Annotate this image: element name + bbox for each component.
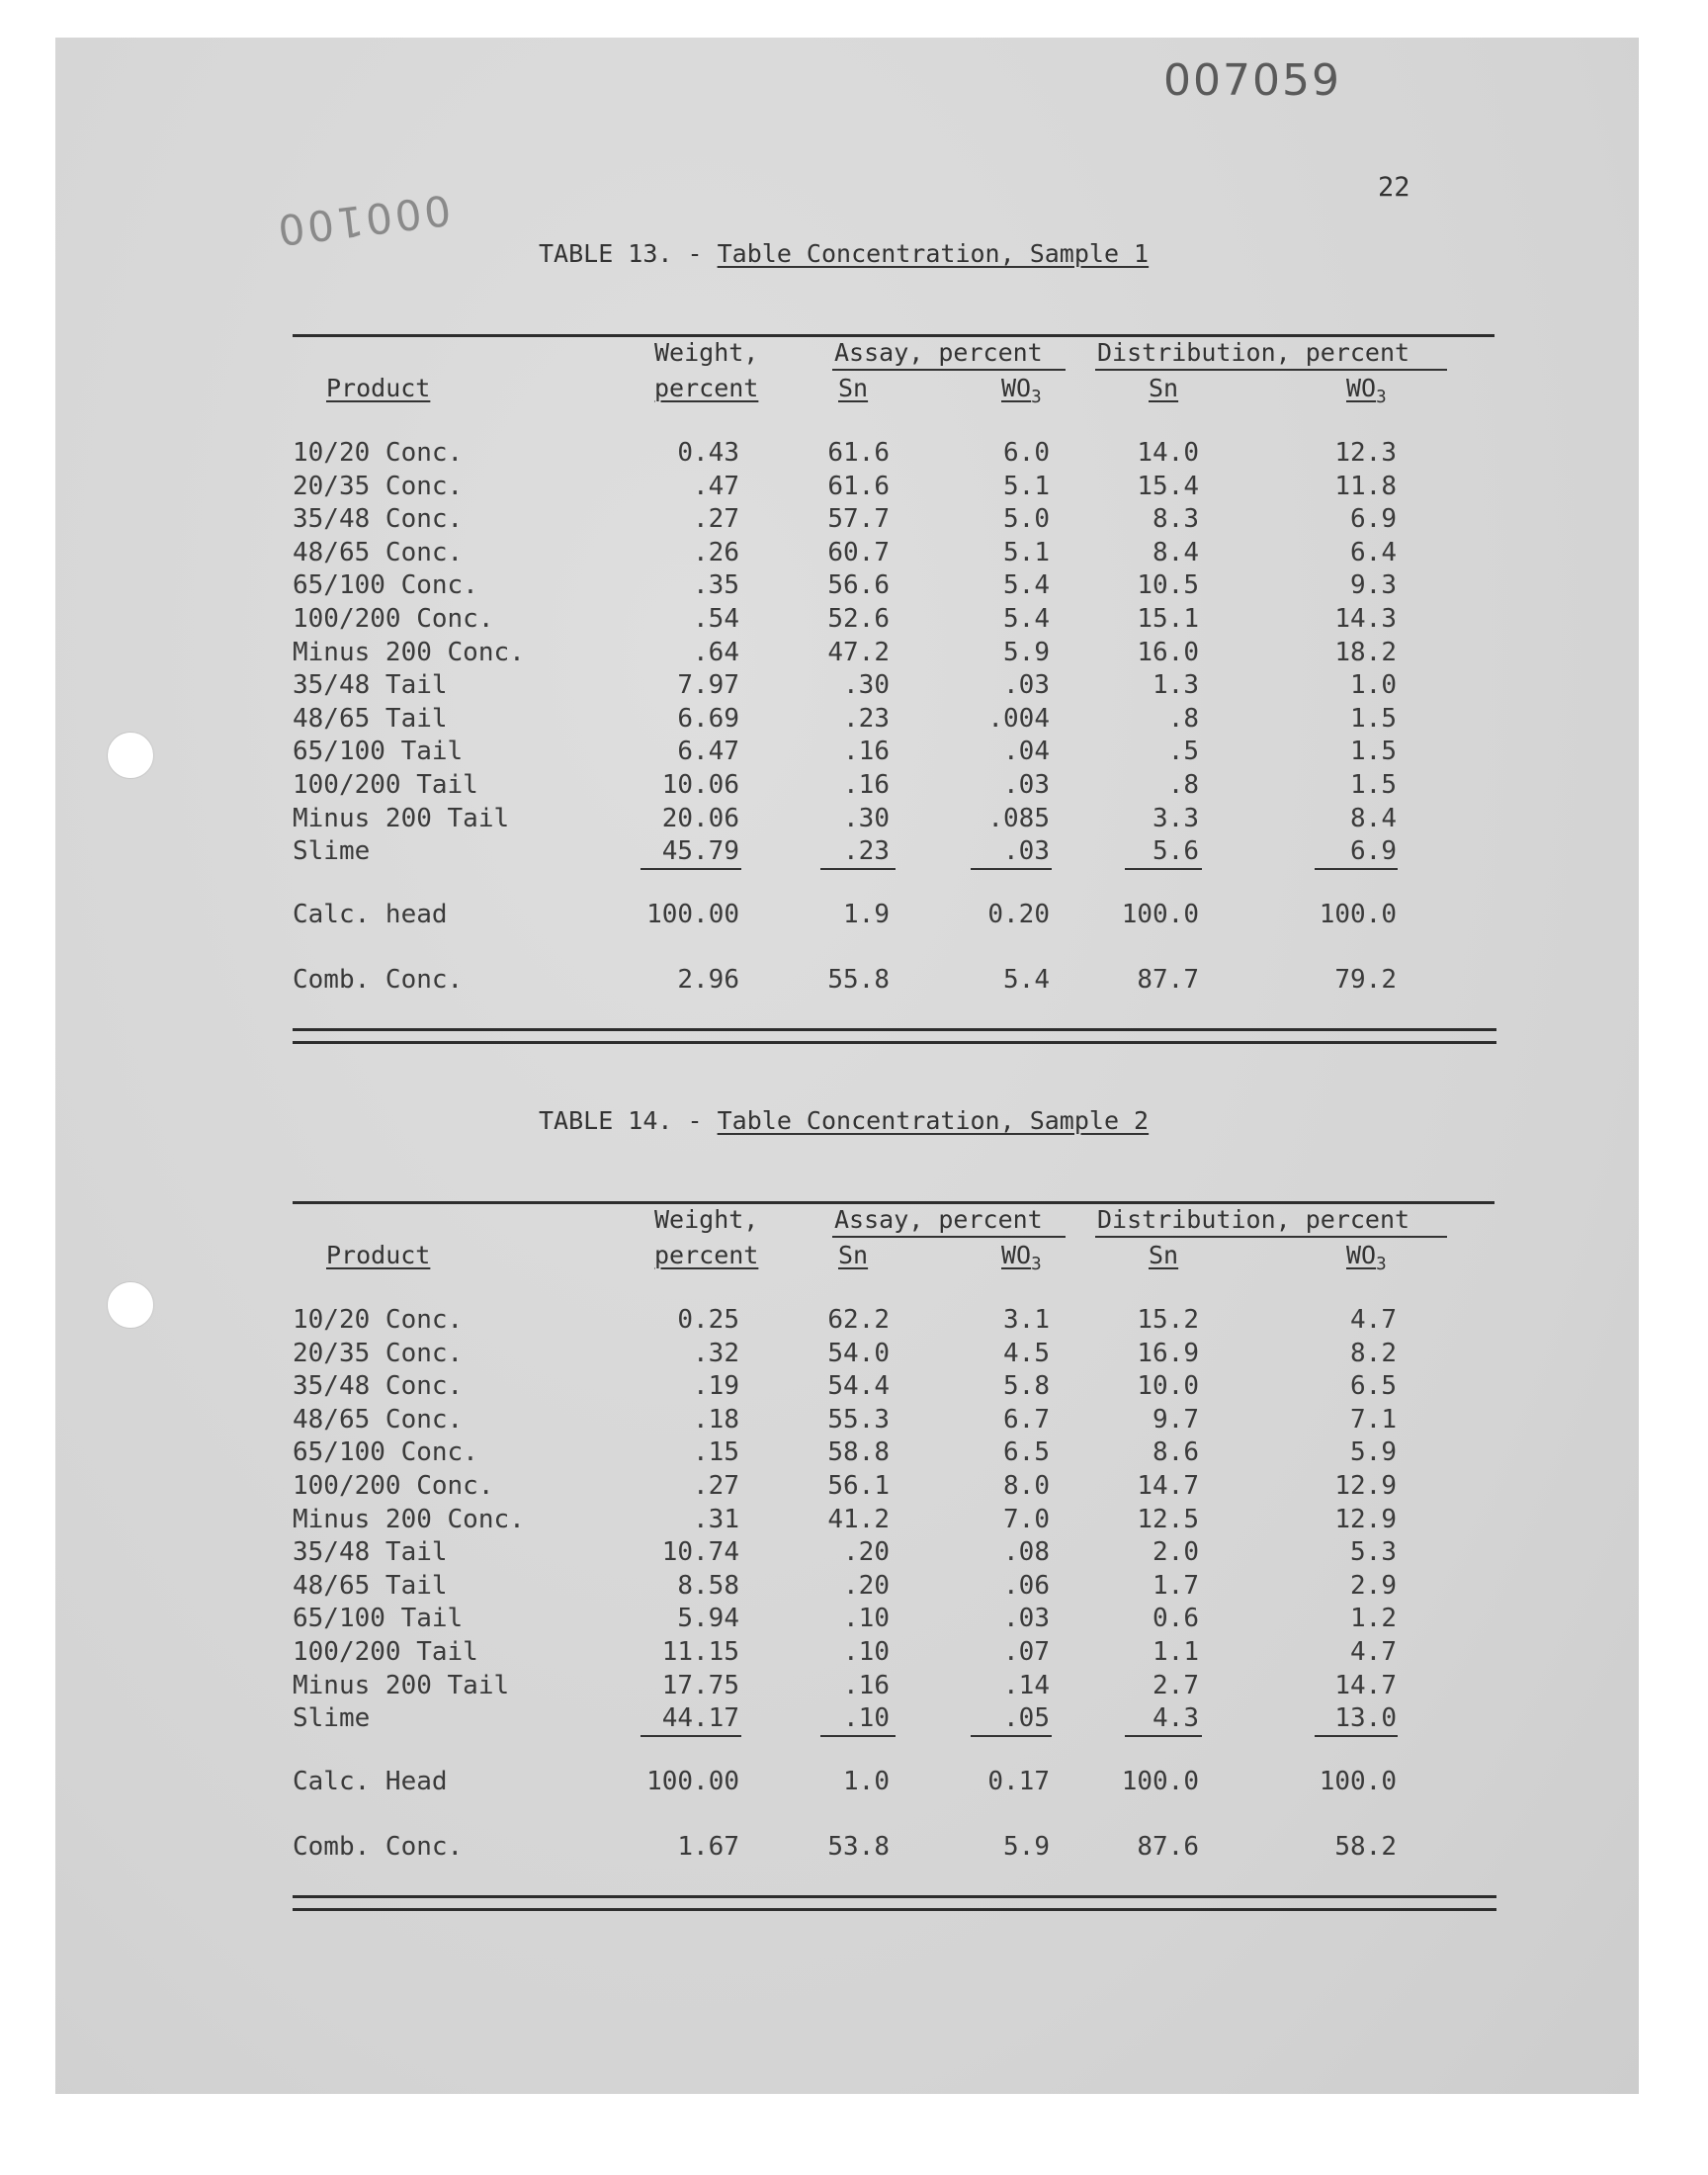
dist-wo3-cell: 1.2: [1350, 1604, 1397, 1634]
weight-cell: 10.74: [661, 1537, 739, 1568]
assay-wo3-cell: 0.17: [987, 1767, 1050, 1796]
weight-cell: 6.47: [677, 737, 739, 767]
assay-sn-cell: 60.7: [827, 537, 890, 567]
assay-wo3-cell: .03: [1003, 836, 1050, 867]
header-assay-wo3: $WO_3$: [1001, 1241, 1042, 1274]
sum-line: [640, 868, 741, 870]
header-assay: Assay, percent: [834, 338, 1043, 367]
assay-sn-cell: 54.0: [827, 1338, 890, 1368]
assay-wo3-cell: 7.0: [1003, 1504, 1050, 1534]
table-row: [0, 1703, 1708, 1737]
weight-cell: .26: [693, 537, 739, 567]
table-row: [0, 1405, 1708, 1438]
dist-sn-cell: 3.3: [1153, 803, 1199, 833]
assay-sn-cell: 58.8: [827, 1437, 890, 1468]
header-weight-line2: percent: [654, 374, 759, 402]
weight-cell: .19: [693, 1371, 739, 1402]
assay-sn-cell: .20: [843, 1537, 890, 1568]
assay-sn-cell: .10: [843, 1604, 890, 1634]
header-weight-line1: Weight,: [654, 338, 759, 367]
table-caption: [539, 1106, 1149, 1135]
header-assay-span-line: [832, 369, 1066, 371]
product-cell: 100/200 Tail: [293, 1637, 478, 1667]
dist-wo3-cell: 1.5: [1350, 737, 1397, 767]
table-row: [0, 1471, 1708, 1505]
header-distribution-span-line: [1095, 369, 1447, 371]
caption-title: Table Concentration, Sample 2: [717, 1106, 1150, 1135]
table-top-rule: [293, 1201, 1494, 1204]
dist-wo3-cell: 4.7: [1350, 1637, 1397, 1667]
sum-line: [971, 1735, 1052, 1737]
product-cell: Calc. head: [293, 900, 448, 929]
dist-sn-cell: 10.0: [1137, 1371, 1199, 1402]
assay-sn-cell: .10: [843, 1703, 890, 1734]
weight-cell: .35: [693, 570, 739, 601]
weight-cell: 10.06: [661, 770, 739, 800]
table-row: [0, 1371, 1708, 1405]
caption-prefix: TABLE 14. -: [539, 1106, 718, 1135]
assay-wo3-cell: 6.0: [1003, 438, 1050, 468]
dist-sn-cell: 15.1: [1137, 604, 1199, 634]
dist-sn-cell: 8.4: [1153, 537, 1199, 567]
assay-sn-cell: 61.6: [827, 438, 890, 468]
assay-wo3-cell: 5.4: [1003, 570, 1050, 601]
assay-sn-cell: .16: [843, 737, 890, 767]
dist-wo3-cell: 1.5: [1350, 703, 1397, 734]
dist-wo3-cell: 11.8: [1334, 471, 1397, 501]
weight-cell: 0.43: [677, 438, 739, 468]
weight-cell: .54: [693, 604, 739, 634]
table-row: [0, 1505, 1708, 1538]
assay-sn-cell: .30: [843, 670, 890, 701]
dist-sn-cell: 4.3: [1153, 1703, 1199, 1734]
dist-sn-cell: 2.7: [1153, 1670, 1199, 1700]
product-cell: 35/48 Conc.: [293, 504, 464, 535]
product-cell: Slime: [293, 836, 371, 867]
assay-sn-cell: 54.4: [827, 1371, 890, 1402]
assay-sn-cell: .20: [843, 1570, 890, 1601]
weight-cell: 2.96: [677, 965, 739, 995]
dist-sn-cell: .8: [1167, 703, 1199, 734]
dist-wo3-cell: 100.0: [1319, 900, 1397, 929]
dist-wo3-cell: 14.7: [1334, 1670, 1397, 1700]
dist-sn-cell: 16.0: [1137, 637, 1199, 667]
weight-cell: .27: [693, 504, 739, 535]
assay-sn-cell: 52.6: [827, 604, 890, 634]
product-cell: 48/65 Conc.: [293, 537, 464, 567]
product-cell: 20/35 Conc.: [293, 1338, 464, 1368]
header-dist-wo3: $WO_3$: [1346, 374, 1387, 407]
table-row: [0, 538, 1708, 571]
dist-wo3-cell: 7.1: [1350, 1404, 1397, 1435]
assay-wo3-cell: 6.5: [1003, 1437, 1050, 1468]
product-cell: Comb. Conc.: [293, 965, 464, 995]
header-assay-sn: Sn: [838, 1241, 869, 1269]
weight-cell: 0.25: [677, 1305, 739, 1335]
dist-sn-cell: .5: [1167, 737, 1199, 767]
dist-sn-cell: 1.3: [1153, 670, 1199, 701]
table-bottom-rule: [293, 1028, 1496, 1044]
dist-sn-cell: 1.1: [1153, 1637, 1199, 1667]
assay-sn-cell: 55.3: [827, 1404, 890, 1435]
product-cell: 20/35 Conc.: [293, 471, 464, 501]
weight-cell: 1.67: [677, 1832, 739, 1862]
header-dist-sn: Sn: [1149, 374, 1179, 402]
header-distribution: Distribution, percent: [1097, 1205, 1410, 1234]
assay-wo3-cell: 4.5: [1003, 1338, 1050, 1368]
sum-line: [820, 868, 896, 870]
weight-cell: 6.69: [677, 703, 739, 734]
product-cell: 48/65 Tail: [293, 1570, 448, 1601]
dist-sn-cell: 12.5: [1137, 1504, 1199, 1534]
product-cell: Minus 200 Tail: [293, 803, 510, 833]
assay-wo3-cell: 5.1: [1003, 471, 1050, 501]
header-product: Product: [326, 1241, 431, 1269]
assay-wo3-cell: .03: [1003, 770, 1050, 800]
table-row: [0, 438, 1708, 472]
dist-sn-cell: 87.6: [1137, 1832, 1199, 1862]
product-cell: 10/20 Conc.: [293, 438, 464, 468]
weight-cell: 11.15: [661, 1637, 739, 1667]
dist-wo3-cell: 1.0: [1350, 670, 1397, 701]
header-product: Product: [326, 374, 431, 402]
assay-wo3-cell: 5.4: [1003, 604, 1050, 634]
dist-wo3-cell: 12.9: [1334, 1471, 1397, 1501]
weight-cell: 7.97: [677, 670, 739, 701]
sum-line: [1125, 1735, 1202, 1737]
table-row: [0, 1571, 1708, 1605]
header-distribution-span-line: [1095, 1236, 1447, 1238]
weight-cell: 17.75: [661, 1670, 739, 1700]
sum-line: [1315, 1735, 1398, 1737]
assay-wo3-cell: .03: [1003, 670, 1050, 701]
table-row: [0, 504, 1708, 538]
assay-wo3-cell: 5.1: [1003, 537, 1050, 567]
dist-sn-cell: 15.2: [1137, 1305, 1199, 1335]
dist-sn-cell: 8.6: [1153, 1437, 1199, 1468]
table-row: [0, 1305, 1708, 1339]
assay-sn-cell: .30: [843, 803, 890, 833]
product-cell: Minus 200 Conc.: [293, 637, 525, 667]
weight-cell: 8.58: [677, 1570, 739, 1601]
product-cell: 65/100 Tail: [293, 737, 464, 767]
weight-cell: 100.00: [646, 1767, 739, 1796]
assay-wo3-cell: .004: [987, 703, 1050, 734]
product-cell: 100/200 Tail: [293, 770, 478, 800]
assay-wo3-cell: .03: [1003, 1604, 1050, 1634]
product-cell: 35/48 Conc.: [293, 1371, 464, 1402]
assay-sn-cell: .23: [843, 836, 890, 867]
table-row: [0, 770, 1708, 804]
sum-line: [971, 868, 1052, 870]
header-weight-line1: Weight,: [654, 1205, 759, 1234]
header-dist-wo3: $WO_3$: [1346, 1241, 1387, 1274]
page-number: 22: [1378, 172, 1410, 203]
dist-sn-cell: 8.3: [1153, 504, 1199, 535]
caption-prefix: TABLE 13. -: [539, 239, 718, 268]
assay-sn-cell: .10: [843, 1637, 890, 1667]
product-cell: 65/100 Tail: [293, 1604, 464, 1634]
assay-sn-cell: 55.8: [827, 965, 890, 995]
dist-sn-cell: 10.5: [1137, 570, 1199, 601]
dist-wo3-cell: 6.9: [1350, 836, 1397, 867]
assay-sn-cell: 1.0: [843, 1767, 890, 1796]
dist-wo3-cell: 6.9: [1350, 504, 1397, 535]
assay-sn-cell: 62.2: [827, 1305, 890, 1335]
weight-cell: 44.17: [661, 1703, 739, 1734]
product-cell: 35/48 Tail: [293, 1537, 448, 1568]
assay-sn-cell: 53.8: [827, 1832, 890, 1862]
assay-sn-cell: .23: [843, 703, 890, 734]
assay-sn-cell: .16: [843, 770, 890, 800]
combined-conc-row: [0, 965, 1708, 999]
dist-sn-cell: 100.0: [1121, 1767, 1199, 1796]
dist-wo3-cell: 4.7: [1350, 1305, 1397, 1335]
header-dist-sn: Sn: [1149, 1241, 1179, 1269]
weight-cell: .47: [693, 471, 739, 501]
table-row: [0, 1339, 1708, 1372]
weight-cell: .31: [693, 1504, 739, 1534]
dist-sn-cell: 14.7: [1137, 1471, 1199, 1501]
table-row: [0, 638, 1708, 671]
weight-cell: .64: [693, 637, 739, 667]
dist-wo3-cell: 9.3: [1350, 570, 1397, 601]
product-cell: Slime: [293, 1703, 371, 1734]
table-row: [0, 570, 1708, 604]
dist-wo3-cell: 8.2: [1350, 1338, 1397, 1368]
assay-wo3-cell: .07: [1003, 1637, 1050, 1667]
product-cell: 35/48 Tail: [293, 670, 448, 701]
caption-title: Table Concentration, Sample 1: [717, 239, 1150, 268]
dist-wo3-cell: 2.9: [1350, 1570, 1397, 1601]
table-row: [0, 472, 1708, 505]
assay-wo3-cell: .14: [1003, 1670, 1050, 1700]
assay-wo3-cell: 8.0: [1003, 1471, 1050, 1501]
weight-cell: 100.00: [646, 900, 739, 929]
table-row: [0, 836, 1708, 870]
table-row: [0, 1637, 1708, 1671]
weight-cell: 20.06: [661, 803, 739, 833]
weight-cell: 5.94: [677, 1604, 739, 1634]
assay-sn-cell: 1.9: [843, 900, 890, 929]
assay-sn-cell: 41.2: [827, 1504, 890, 1534]
sum-line: [640, 1735, 741, 1737]
dist-sn-cell: 87.7: [1137, 965, 1199, 995]
dist-wo3-cell: 6.4: [1350, 537, 1397, 567]
dist-wo3-cell: 12.9: [1334, 1504, 1397, 1534]
dist-wo3-cell: 100.0: [1319, 1767, 1397, 1796]
table-caption: [539, 239, 1149, 268]
weight-cell: .18: [693, 1404, 739, 1435]
header-assay-sn: Sn: [838, 374, 869, 402]
header-assay: Assay, percent: [834, 1205, 1043, 1234]
assay-wo3-cell: 5.4: [1003, 965, 1050, 995]
product-cell: Calc. Head: [293, 1767, 448, 1796]
dist-wo3-cell: 5.9: [1350, 1437, 1397, 1468]
calc-head-row: [0, 900, 1708, 933]
combined-conc-row: [0, 1832, 1708, 1866]
stamp-rotated: 000100: [272, 185, 454, 255]
weight-cell: .15: [693, 1437, 739, 1468]
product-cell: 100/200 Conc.: [293, 604, 494, 634]
header-distribution: Distribution, percent: [1097, 338, 1410, 367]
assay-wo3-cell: 0.20: [987, 900, 1050, 929]
dist-sn-cell: 2.0: [1153, 1537, 1199, 1568]
dist-wo3-cell: 12.3: [1334, 438, 1397, 468]
dist-wo3-cell: 14.3: [1334, 604, 1397, 634]
calc-head-row: [0, 1767, 1708, 1800]
sum-line: [820, 1735, 896, 1737]
assay-sn-cell: 56.6: [827, 570, 890, 601]
sum-line: [1315, 868, 1398, 870]
product-cell: Minus 200 Tail: [293, 1670, 510, 1700]
dist-sn-cell: 14.0: [1137, 438, 1199, 468]
product-cell: Minus 200 Conc.: [293, 1504, 525, 1534]
assay-wo3-cell: 3.1: [1003, 1305, 1050, 1335]
table-row: [0, 1437, 1708, 1471]
assay-wo3-cell: .08: [1003, 1537, 1050, 1568]
product-cell: 65/100 Conc.: [293, 1437, 478, 1468]
assay-sn-cell: .16: [843, 1670, 890, 1700]
dist-sn-cell: 100.0: [1121, 900, 1199, 929]
table-bottom-rule: [293, 1895, 1496, 1911]
assay-wo3-cell: .085: [987, 803, 1050, 833]
assay-wo3-cell: .04: [1003, 737, 1050, 767]
sum-line: [1125, 868, 1202, 870]
table-top-rule: [293, 334, 1494, 337]
product-cell: 10/20 Conc.: [293, 1305, 464, 1335]
dist-wo3-cell: 6.5: [1350, 1371, 1397, 1402]
header-weight-line2: percent: [654, 1241, 759, 1269]
dist-sn-cell: 0.6: [1153, 1604, 1199, 1634]
assay-sn-cell: 56.1: [827, 1471, 890, 1501]
assay-sn-cell: 57.7: [827, 504, 890, 535]
product-cell: 48/65 Conc.: [293, 1404, 464, 1435]
dist-wo3-cell: 1.5: [1350, 770, 1397, 800]
table-row: [0, 1604, 1708, 1637]
table-row: [0, 604, 1708, 638]
stamp-number: 007059: [1163, 55, 1341, 106]
product-cell: 65/100 Conc.: [293, 570, 478, 601]
dist-sn-cell: 15.4: [1137, 471, 1199, 501]
header-assay-span-line: [832, 1236, 1066, 1238]
assay-wo3-cell: 5.8: [1003, 1371, 1050, 1402]
weight-cell: .32: [693, 1338, 739, 1368]
table-row: [0, 704, 1708, 738]
dist-wo3-cell: 13.0: [1334, 1703, 1397, 1734]
assay-wo3-cell: 5.9: [1003, 637, 1050, 667]
dist-wo3-cell: 18.2: [1334, 637, 1397, 667]
weight-cell: 45.79: [661, 836, 739, 867]
product-cell: Comb. Conc.: [293, 1832, 464, 1862]
dist-sn-cell: 1.7: [1153, 1570, 1199, 1601]
dist-wo3-cell: 79.2: [1334, 965, 1397, 995]
dist-sn-cell: 9.7: [1153, 1404, 1199, 1435]
header-assay-wo3: $WO_3$: [1001, 374, 1042, 407]
dist-wo3-cell: 5.3: [1350, 1537, 1397, 1568]
assay-wo3-cell: 6.7: [1003, 1404, 1050, 1435]
dist-sn-cell: 5.6: [1153, 836, 1199, 867]
assay-wo3-cell: 5.0: [1003, 504, 1050, 535]
product-cell: 48/65 Tail: [293, 703, 448, 734]
assay-sn-cell: 61.6: [827, 471, 890, 501]
dist-sn-cell: 16.9: [1137, 1338, 1199, 1368]
dist-wo3-cell: 58.2: [1334, 1832, 1397, 1862]
assay-wo3-cell: .05: [1003, 1703, 1050, 1734]
table-row: [0, 1671, 1708, 1704]
product-cell: 100/200 Conc.: [293, 1471, 494, 1501]
table-row: [0, 670, 1708, 704]
assay-wo3-cell: 5.9: [1003, 1832, 1050, 1862]
weight-cell: .27: [693, 1471, 739, 1501]
dist-sn-cell: .8: [1167, 770, 1199, 800]
table-row: [0, 1537, 1708, 1571]
dist-wo3-cell: 8.4: [1350, 803, 1397, 833]
assay-sn-cell: 47.2: [827, 637, 890, 667]
table-row: [0, 737, 1708, 770]
assay-wo3-cell: .06: [1003, 1570, 1050, 1601]
table-row: [0, 804, 1708, 837]
